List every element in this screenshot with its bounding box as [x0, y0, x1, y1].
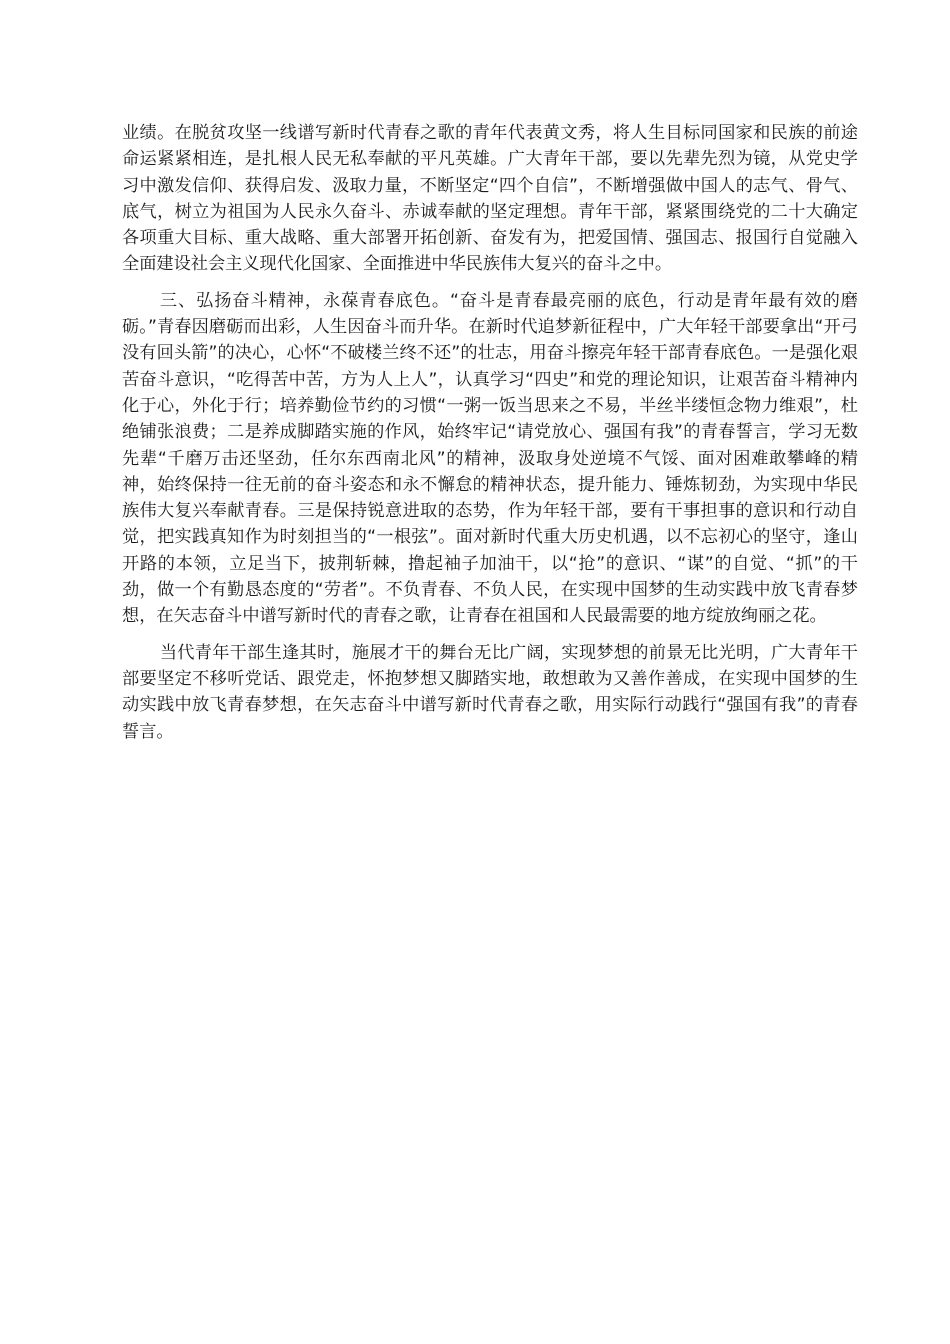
paragraph-continued: 业绩。在脱贫攻坚一线谱写新时代青春之歌的青年代表黄文秀，将人生目标同国家和民族的前途命运紧紧相连，是扎根人民无私奉献的平凡英雄。广大青年干部，要以先辈先烈为镜，从党史学习中激发信仰、获得启发、汲取力量，不断坚定“四个自信”，不断增强做中国人的志气、骨气、底气，树立为祖国为人民永久奋斗、赤诚奉献的坚定理想。青年干部，紧紧围绕党的二十大确定各项重大目标、重大战略、重大部署开拓创新、奋发有为，把爱国情、强国志、报国行自觉融入全面建设社会主义现代化国家、全面推进中华民族伟大复兴的奋斗之中。: [122, 123, 858, 275]
paragraph-conclusion: 当代青年干部生逢其时，施展才干的舞台无比广阔，实现梦想的前景无比光明，广大青年干部要坚定不移听党话、跟党走，怀抱梦想又脚踏实地，敢想敢为又善作善成，在实现中国梦的生动实践中放飞青春梦想，在矢志奋斗中谱写新时代青春之歌，用实际行动践行“强国有我”的青春誓言。: [122, 642, 858, 742]
document-page: [122, 120, 858, 755]
paragraph-section-three: 三、弘扬奋斗精神，永葆青春底色。“奋斗是青春最亮丽的底色，行动是青年最有效的磨砺。”青春因磨砺而出彩，人生因奋斗而升华。在新时代追梦新征程中，广大年轻干部要拿出“开弓没有回头箭”的决心，心怀“不破楼兰终不还”的壮志，用奋斗擦亮年轻干部青春底色。一是强化艰苦奋斗意识，“吃得苦中苦，方为人上人”，认真学习“四史”和党的理论知识，让艰苦奋斗精神内化于心，外化于行；培养勤俭节约的习惯“一粥一饭当思来之不易，半丝半缕恒念物力维艰”，杜绝铺张浪费；二是养成脚踏实施的作风，始终牢记“请党放心、强国有我”的青春誓言，学习无数先辈“千磨万击还坚劲，任尔东西南北风”的精神，汲取身处逆境不气馁、面对困难敢攀峰的精神，始终保持一往无前的奋斗姿态和永不懈怠的精神状态，提升能力、锤炼韧劲，为实现中华民族伟大复兴奉献青春。三是保持锐意进取的态势，作为年轻干部，要有干事担事的意识和行动自觉，把实践真知作为时刻担当的“一根弦”。面对新时代重大历史机遇，以不忘初心的坚守，逢山开路的本领，立足当下，披荆斩棘，撸起袖子加油干，以“抢”的意识、“谋”的自觉、“抓”的干劲，做一个有勤恳态度的“劳者”。不负青春、不负人民，在实现中国梦的生动实践中放飞青春梦想，在矢志奋斗中谱写新时代的青春之歌，让青春在祖国和人民最需要的地方绽放绚丽之花。: [122, 290, 858, 627]
